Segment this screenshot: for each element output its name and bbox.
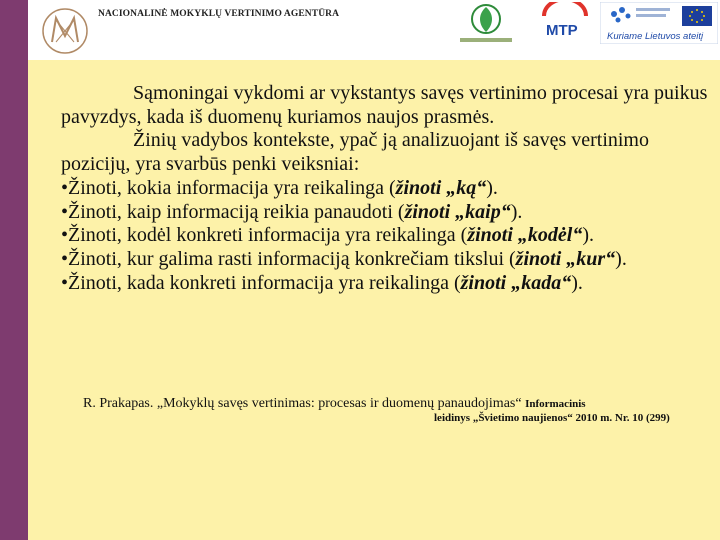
reference-line-1: R. Prakapas. „Mokyklų savęs vertinimas: procesas ir duomenų panaudojimas“ Informacinis bbox=[83, 396, 586, 411]
bullet-item: •Žinoti, kokia informacija yra reikalinga (žinoti „ką“). bbox=[61, 176, 498, 199]
header bbox=[28, 0, 720, 60]
bullet-item: •Žinoti, kaip informaciją reikia panaudoti (žinoti „kaip“). bbox=[61, 200, 523, 223]
green-leaf-emblem-icon bbox=[456, 2, 516, 46]
agency-name: NACIONALINĖ MOKYKLŲ VERTINIMO AGENTŪRA bbox=[98, 9, 340, 19]
bullet-item: •Žinoti, kur galima rasti informaciją konkrečiam tikslui (žinoti „kur“). bbox=[61, 247, 627, 270]
bullet-item: •Žinoti, kodėl konkreti informacija yra reikalinga (žinoti „kodėl“). bbox=[61, 224, 594, 247]
mtp-logo-text: MTP bbox=[546, 22, 578, 39]
slide-content bbox=[28, 60, 720, 540]
eu-funds-logo-icon bbox=[600, 2, 718, 44]
agency-seal-icon bbox=[38, 6, 92, 56]
reference-line-2: leidinys „Švietimo naujienos“ 2010 m. Nr. 10 (299) bbox=[434, 412, 670, 424]
left-accent-bar bbox=[0, 0, 28, 540]
eu-slogan: Kuriame Lietuvos ateitį bbox=[607, 31, 704, 42]
paragraph-1: Sąmoningai vykdomi ar vykstantys savęs vertinimo procesai yra puikus pavyzdys, kada iš duomenų kuriamos naujos prasmės. bbox=[61, 82, 708, 128]
mtp-logo-icon bbox=[536, 2, 594, 46]
bullet-item: •Žinoti, kada konkreti informacija yra reikalinga (žinoti „kada“). bbox=[61, 271, 583, 294]
main-text bbox=[61, 82, 711, 295]
paragraph-2: Žinių vadybos kontekste, ypač ją analizuojant iš savęs vertinimo pozicijų, yra svarbūs penki veiksniai: bbox=[61, 129, 649, 176]
